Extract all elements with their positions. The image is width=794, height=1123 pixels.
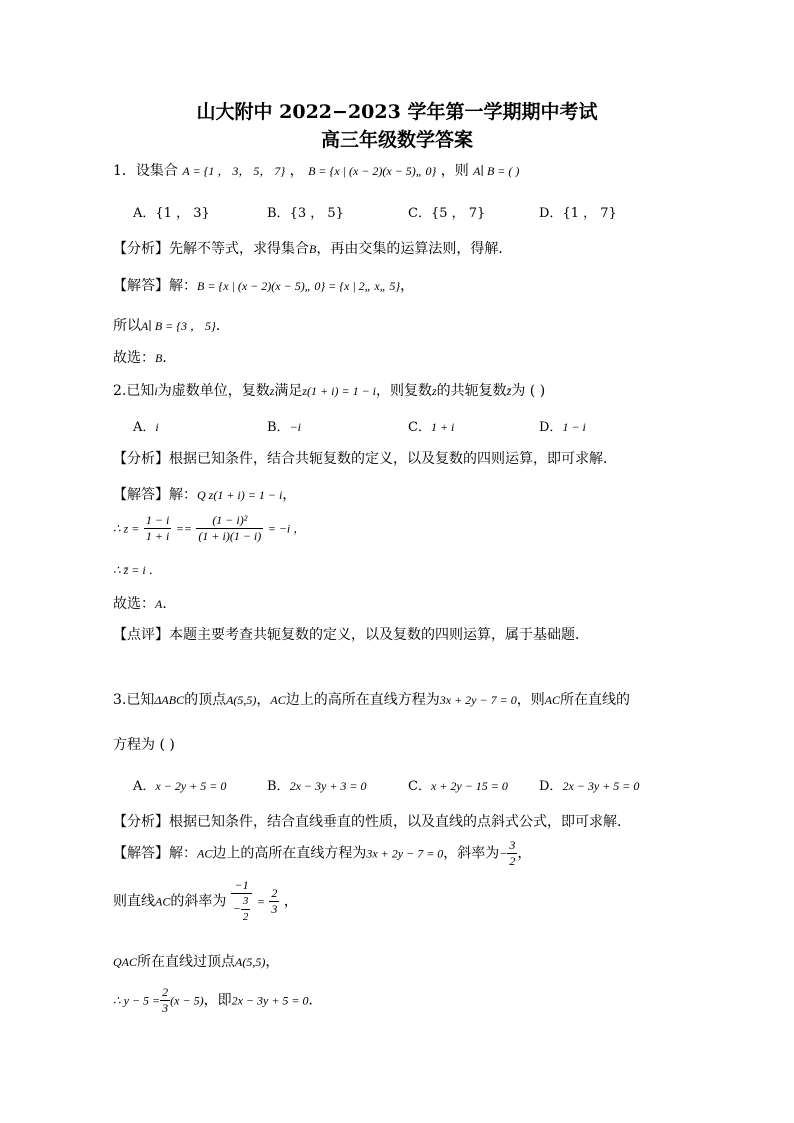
question-3-option-a: A．x − 2y + 5 = 0 <box>133 779 227 794</box>
page-subtitle: 高三年级数学答案 <box>320 129 473 151</box>
question-3-option-b: B．2x − 3y + 3 = 0 <box>267 779 367 794</box>
question-2-option-a: A．i <box>133 420 159 435</box>
question-2-conjugate: ∴ z̄ = i ． <box>113 563 161 577</box>
question-2-stem: 2.已知i为虚数单位，复数z满足z(1 + i) = 1 − i，则复数z的共轭复数z̄为 ( ) <box>113 383 546 399</box>
question-1-option-b: B．{3 ， 5} <box>267 206 344 221</box>
question-1-stem: 1．设集合 A = {1 ， 3， 5， 7} ， B = {x | (x − 2)(x − 5)„ 0} ，则 A∣ B = ( ) <box>113 163 520 179</box>
question-3-result: ∴ y − 5 = $\frac{2}{3}$ (x − 5)，即2x − 3y + 5 = 0． <box>113 985 323 1015</box>
question-1-option-c: C．{5 ， 7} <box>408 206 486 221</box>
fraction: $\frac{2}{3}$ <box>271 886 278 916</box>
question-1-analysis: 【分析】先解不等式，求得集合B，再由交集的运算法则，得解． <box>113 241 513 257</box>
question-1-conclusion: 所以A∣ B = {3 ， 5}． <box>113 318 230 334</box>
question-1-option-d: D．{1 ， 7} <box>539 206 617 221</box>
question-1-choice: 故选：B． <box>113 350 177 366</box>
question-3-solution: 【解答】解：AC边上的高所在直线方程为3x + 2y − 7 = 0，斜率为− $\frac{3}{2}$ ， <box>113 838 532 868</box>
question-2-option-d: D．1 − i <box>539 420 586 435</box>
question-2-option-c: C．1 + i <box>408 420 455 435</box>
question-2-option-b: B．−i <box>267 420 301 435</box>
fraction: $\frac{3}{2}$ <box>509 838 516 868</box>
fraction: −1 − $\frac{3}{2}$ <box>231 878 253 925</box>
question-3-analysis: 【分析】根据已知条件，结合直线垂直的性质，以及直线的点斜式公式，即可求解． <box>113 814 631 830</box>
question-3-stem-line2: 方程为 ( ) <box>113 737 175 753</box>
fraction: $\frac{\text{(1 − i)²}}{(1 + i)(1 - i)}$ <box>198 513 262 543</box>
question-2-comment: 【点评】本题主要考查共轭复数的定义，以及复数的四则运算，属于基础题． <box>113 627 589 643</box>
question-3-option-c: C．x + 2y − 15 = 0 <box>408 779 508 794</box>
question-2-derivation: ∴ z = $\frac{1 - i}{1 + i}$ == $\frac{\text{(1 − i)²}}{(1 + i)(1 - i)}$ = −i ， <box>113 513 306 543</box>
page-title: 山大附中 2022−2023 学年第一学期期中考试 <box>196 101 598 123</box>
question-1-solution: 【解答】解：B = {x | (x − 2)(x − 5)„ 0} = {x | 2„ x„ 5}， <box>113 278 415 294</box>
question-3-option-d: D．2x − 3y + 5 = 0 <box>539 779 640 794</box>
question-2-solution: 【解答】解：Q z(1 + i) = 1 − i， <box>113 487 297 503</box>
question-2-choice: 故选：A． <box>113 596 177 612</box>
question-3-slope: 则直线AC的斜率为 −1 − $\frac{3}{2}$ = $\frac{2}{3}$ ， <box>113 878 298 923</box>
question-3-stem-line1: 3.已知ΔABC的顶点A(5,5)，AC边上的高所在直线方程为3x + 2y − 7 = 0，则AC所在直线的 <box>113 692 631 708</box>
question-2-analysis: 【分析】根据已知条件，结合共轭复数的定义，以及复数的四则运算，即可求解． <box>113 451 617 467</box>
question-3-vertex: QAC所在直线过顶点A(5,5)， <box>113 954 280 970</box>
fraction: $\frac{1 - i}{1 + i}$ <box>145 513 170 543</box>
fraction: $\frac{2}{3}$ <box>162 985 169 1015</box>
question-1-option-a: A．{1 ， 3} <box>133 206 210 221</box>
